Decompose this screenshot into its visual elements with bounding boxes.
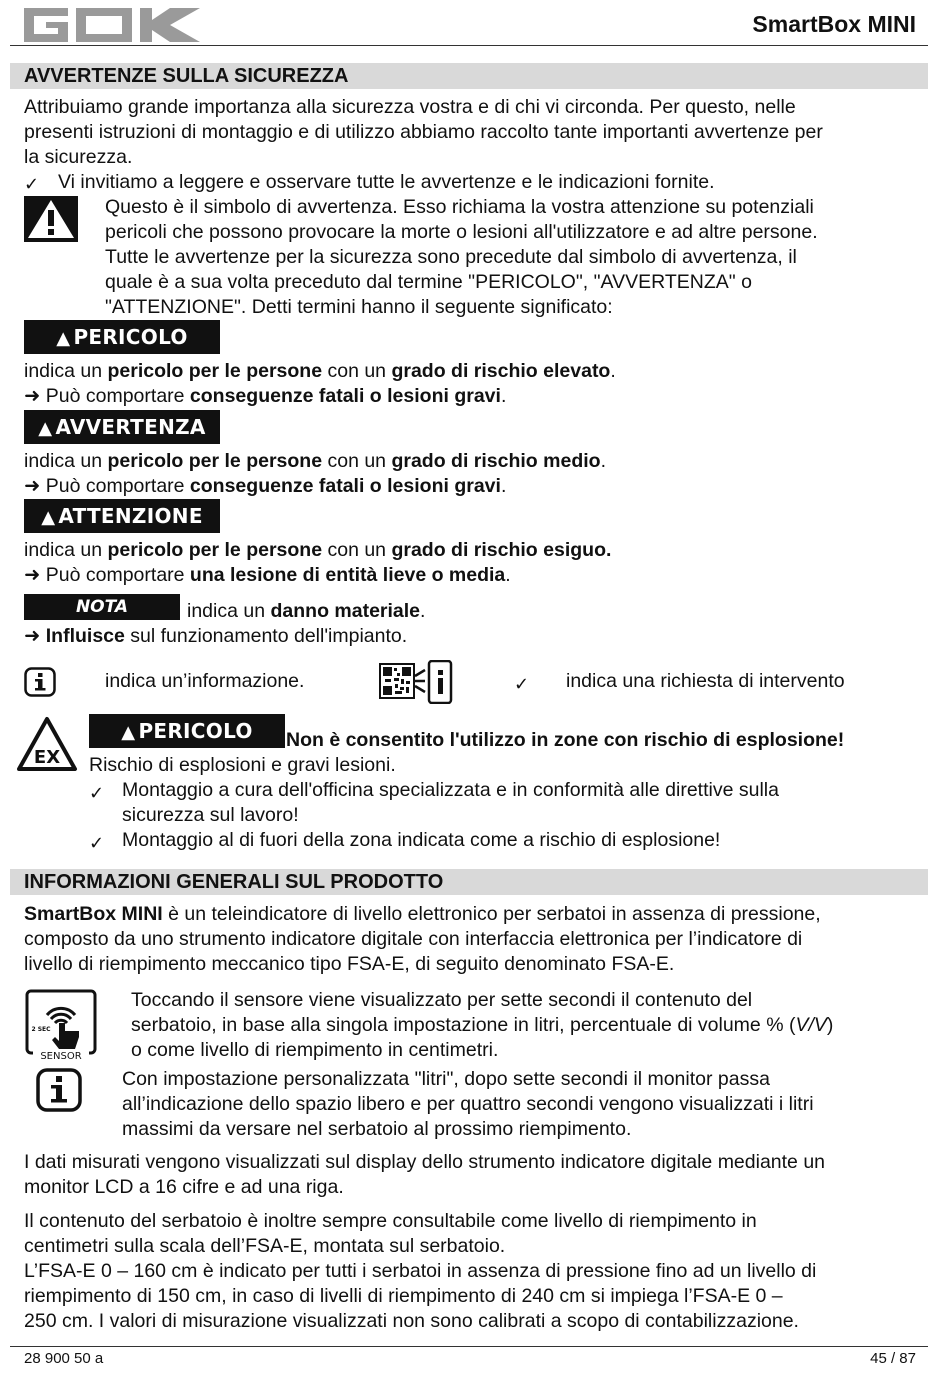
arrow-icon: ➜ <box>24 385 41 407</box>
warning-triangle-icon: ▲ <box>121 722 136 743</box>
safety-intro-line-3: la sicurezza. <box>24 146 133 168</box>
pericolo-line-2: ➜ Può comportare conseguenze fatali o lesioni gravi. <box>24 385 507 407</box>
info-icon <box>24 667 56 697</box>
warning-triangle-icon: ▲ <box>38 418 53 439</box>
sensor-line-3: o come livello di riempimento in centimetri. <box>131 1039 499 1061</box>
symbol-text-2: pericoli che possono provocare la morte o lesioni all'utilizzatore e ad altre persone. <box>105 221 818 243</box>
avvertenza-label: ▲ AVVERTENZA <box>24 410 220 444</box>
arrow-icon: ➜ <box>24 475 41 497</box>
touch-sensor-icon <box>25 989 97 1061</box>
page-number: 45 / 87 <box>870 1350 916 1367</box>
qr-code-icon <box>379 660 455 704</box>
warning-triangle-icon <box>24 196 78 242</box>
attenzione-line-2: ➜ Può comportare una lesione di entità lieve o media. <box>24 564 511 586</box>
attenzione-label: ▲ ATTENZIONE <box>24 499 220 533</box>
content-line-2: centimetri sulla scala dell’FSA-E, montata sul serbatoio. <box>24 1235 506 1257</box>
svg-text:SENSOR: SENSOR <box>40 1051 82 1061</box>
section-heading-product: INFORMAZIONI GENERALI SUL PRODOTTO <box>10 869 928 895</box>
product-intro-line-2: composto da uno strumento indicatore digitale con interfaccia elettronica per l’indicatore di <box>24 928 803 950</box>
content-line-1: Il contenuto del serbatoio è inoltre sempre consultabile come livello di riempimento in <box>24 1210 757 1232</box>
info-icon <box>36 1068 82 1112</box>
explosion-pericolo-label: ▲ PERICOLO <box>89 714 285 748</box>
check-mark-icon: ✓ <box>89 783 105 803</box>
display-line-2: monitor LCD a 16 cifre e ad una riga. <box>24 1176 344 1198</box>
explosion-hazard-icon <box>16 716 78 772</box>
footer-divider <box>10 1346 928 1347</box>
gok-logo <box>24 8 200 42</box>
product-title: SmartBox MINI <box>752 11 916 37</box>
section-heading-safety: AVVERTENZE SULLA SICUREZZA <box>10 63 928 89</box>
legend-info-text: indica un’informazione. <box>105 670 305 692</box>
check-mark-icon: ✓ <box>89 833 105 853</box>
attenzione-line-1: indica un pericolo per le persone con un grado di rischio esiguo. <box>24 539 612 561</box>
arrow-icon: ➜ <box>24 625 41 647</box>
check-mark-icon: ✓ <box>24 174 40 194</box>
warning-triangle-icon: ▲ <box>56 328 71 349</box>
nota-line-1: indica un danno materiale. <box>187 600 426 622</box>
explosion-title: Non è consentito l'utilizzo in zone con rischio di esplosione! <box>286 729 845 751</box>
arrow-icon: ➜ <box>24 564 41 586</box>
content-line-5: 250 cm. I valori di misurazione visualizzati non sono calibrati a scopo di contabilizzazione. <box>24 1310 799 1332</box>
product-intro-line-3: livello di riempimento meccanico tipo FSA-E, di seguito denominato FSA-E. <box>24 953 675 975</box>
symbol-text-4: quale è a sua volta preceduto dal termine "PERICOLO", "AVVERTENZA" o <box>105 271 752 293</box>
avvertenza-line-2: ➜ Può comportare conseguenze fatali o lesioni gravi. <box>24 475 507 497</box>
product-intro-line-1: SmartBox MINI è un teleindicatore di livello elettronico per serbatoi in assenza di pressione, <box>24 903 821 925</box>
content-line-3: L’FSA-E 0 – 160 cm è indicato per tutti i serbatoi in assenza di pressione fino ad un livello di <box>24 1260 817 1282</box>
explosion-risk: Rischio di esplosioni e gravi lesioni. <box>89 754 396 776</box>
symbol-text-3: Tutte le avvertenze per la sicurezza sono precedute dal simbolo di avvertenza, il <box>105 246 797 268</box>
sensor-line-1: Toccando il sensore viene visualizzato per sette secondi il contenuto del <box>131 989 753 1011</box>
warning-triangle-icon: ▲ <box>41 507 56 528</box>
nota-label: NOTA <box>24 594 180 620</box>
info-line-3: massimi da versare nel serbatoio al prossimo riempimento. <box>122 1118 632 1140</box>
symbol-text-5: "ATTENZIONE". Detti termini hanno il seguente significato: <box>105 296 613 318</box>
svg-text:2 SEC: 2 SEC <box>31 1026 51 1033</box>
legend-action-text: indica una richiesta di intervento <box>566 670 845 692</box>
header-divider <box>10 45 928 46</box>
symbol-text-1: Questo è il simbolo di avvertenza. Esso richiama la vostra attenzione su potenziali <box>105 196 814 218</box>
svg-text:EX: EX <box>33 747 61 768</box>
nota-line-2: ➜ Influisce sul funzionamento dell'impianto. <box>24 625 408 647</box>
explosion-item-1: Montaggio a cura dell'officina specializzata e in conformità alle direttive sulla <box>122 779 779 801</box>
check-mark-icon: ✓ <box>514 674 530 694</box>
doc-number: 28 900 50 a <box>24 1350 104 1367</box>
explosion-item-2: Montaggio al di fuori della zona indicata come a rischio di esplosione! <box>122 829 721 851</box>
safety-intro-line-1: Attribuiamo grande importanza alla sicurezza vostra e di chi vi circonda. Per questo, nelle <box>24 96 796 118</box>
info-line-1: Con impostazione personalizzata "litri", dopo sette secondi il monitor passa <box>122 1068 770 1090</box>
pericolo-line-1: indica un pericolo per le persone con un grado di rischio elevato. <box>24 360 616 382</box>
sensor-line-2: serbatoio, in base alla singola impostazione in litri, percentuale di volume % (V/V) <box>131 1014 834 1036</box>
explosion-item-1-cont: sicurezza sul lavoro! <box>122 804 299 826</box>
display-line-1: I dati misurati vengono visualizzati sul display dello strumento indicatore digitale mediante un <box>24 1151 826 1173</box>
safety-invite: Vi invitiamo a leggere e osservare tutte le avvertenze e le indicazioni fornite. <box>58 171 715 193</box>
pericolo-label: ▲ PERICOLO <box>24 320 220 354</box>
info-line-2: all’indicazione dello spazio libero e per quattro secondi vengono visualizzati i litri <box>122 1093 814 1115</box>
content-line-4: riempimento di 150 cm, in caso di livelli di riempimento di 240 cm si impiega l’FSA-E 0 – <box>24 1285 783 1307</box>
safety-intro-line-2: presenti istruzioni di montaggio e di utilizzo abbiamo raccolto tante importanti avvertenze per <box>24 121 823 143</box>
avvertenza-line-1: indica un pericolo per le persone con un grado di rischio medio. <box>24 450 606 472</box>
